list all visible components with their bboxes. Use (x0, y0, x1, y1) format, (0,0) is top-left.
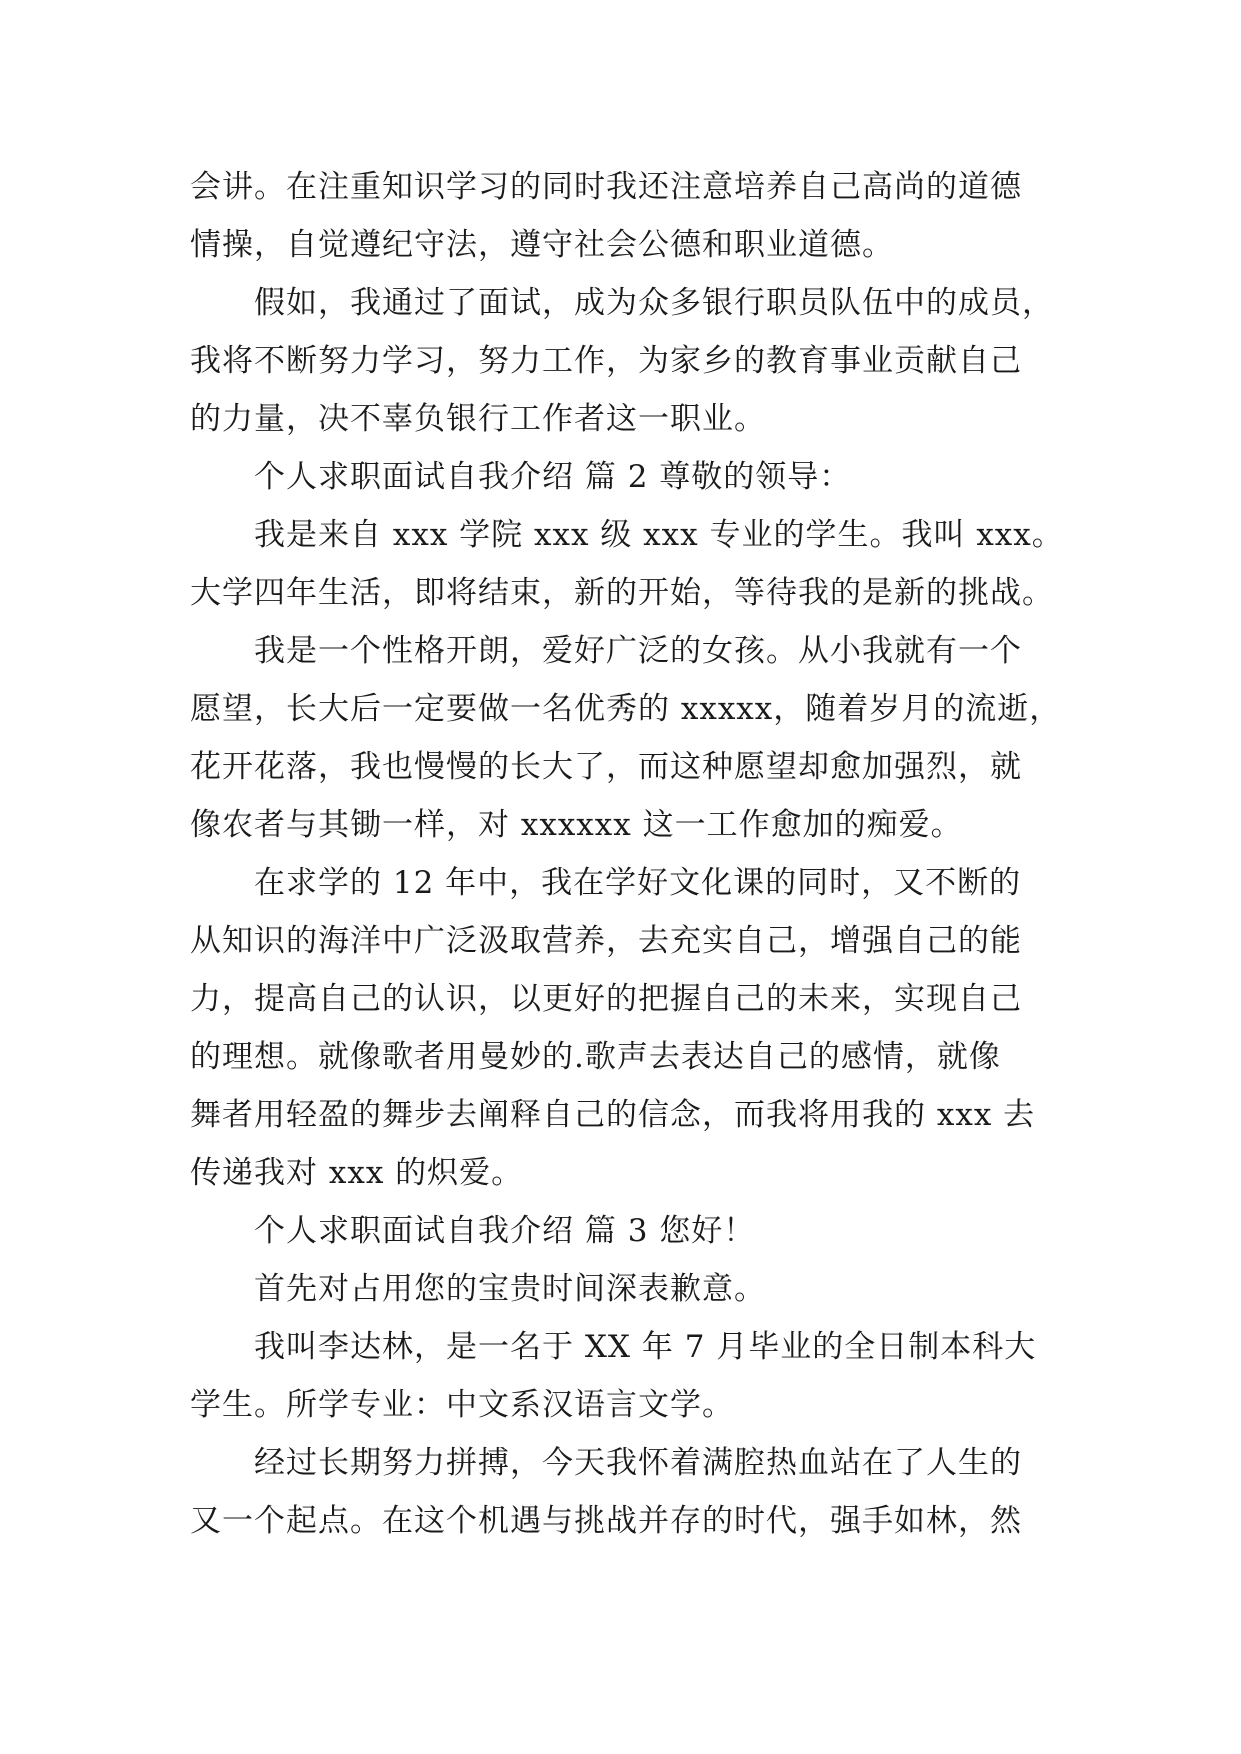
text-line: 愿望，长大后一定要做一名优秀的 xxxxx，随着岁月的流逝， (190, 691, 1062, 727)
paragraph-start-line: 在求学的 12 年中，我在学好文化课的同时，又不断的 (254, 865, 1022, 901)
paragraph-start-line: 我叫李达林，是一名于 XX 年 7 月毕业的全日制本科大 (254, 1329, 1037, 1365)
paragraph-start-line: 假如，我通过了面试，成为众多银行职员队伍中的成员， (254, 285, 1054, 321)
text-line: 的理想。就像歌者用曼妙的.歌声去表达自己的感情，就像 (190, 1039, 1001, 1075)
text-line: 舞者用轻盈的舞步去阐释自己的信念，而我将用我的 xxx 去 (190, 1097, 1036, 1133)
text-line: 会讲。在注重知识学习的同时我还注意培养自己高尚的道德 (190, 169, 1022, 205)
text-line: 从知识的海洋中广泛汲取营养，去充实自己，增强自己的能 (190, 923, 1022, 959)
text-line: 大学四年生活，即将结束，新的开始，等待我的是新的挑战。 (190, 575, 1054, 611)
paragraph-start-line: 我是来自 xxx 学院 xxx 级 xxx 专业的学生。我叫 xxx。 (254, 517, 1064, 553)
text-line: 像农者与其锄一样，对 xxxxxx 这一工作愈加的痴爱。 (190, 807, 963, 843)
text-line: 我将不断努力学习，努力工作，为家乡的教育事业贡献自己 (190, 343, 1022, 379)
paragraph-start-line: 经过长期努力拼搏，今天我怀着满腔热血站在了人生的 (254, 1445, 1022, 1481)
section-heading-2: 个人求职面试自我介绍 篇 2 尊敬的领导： (254, 459, 852, 495)
text-line: 情操，自觉遵纪守法，遵守社会公德和职业道德。 (190, 227, 894, 263)
text-line: 力，提高自己的认识，以更好的把握自己的未来，实现自己 (190, 981, 1022, 1017)
paragraph-start-line: 首先对占用您的宝贵时间深表歉意。 (254, 1271, 766, 1307)
text-line: 又一个起点。在这个机遇与挑战并存的时代，强手如林，然 (190, 1503, 1022, 1539)
text-line: 的力量，决不辜负银行工作者这一职业。 (190, 401, 766, 437)
text-line: 花开花落，我也慢慢的长大了，而这种愿望却愈加强烈，就 (190, 749, 1022, 785)
section-heading-3: 个人求职面试自我介绍 篇 3 您好！ (254, 1213, 756, 1249)
text-line: 学生。所学专业：中文系汉语言文学。 (190, 1387, 734, 1423)
paragraph-start-line: 我是一个性格开朗，爱好广泛的女孩。从小我就有一个 (254, 633, 1022, 669)
text-line: 传递我对 xxx 的炽爱。 (190, 1155, 524, 1191)
